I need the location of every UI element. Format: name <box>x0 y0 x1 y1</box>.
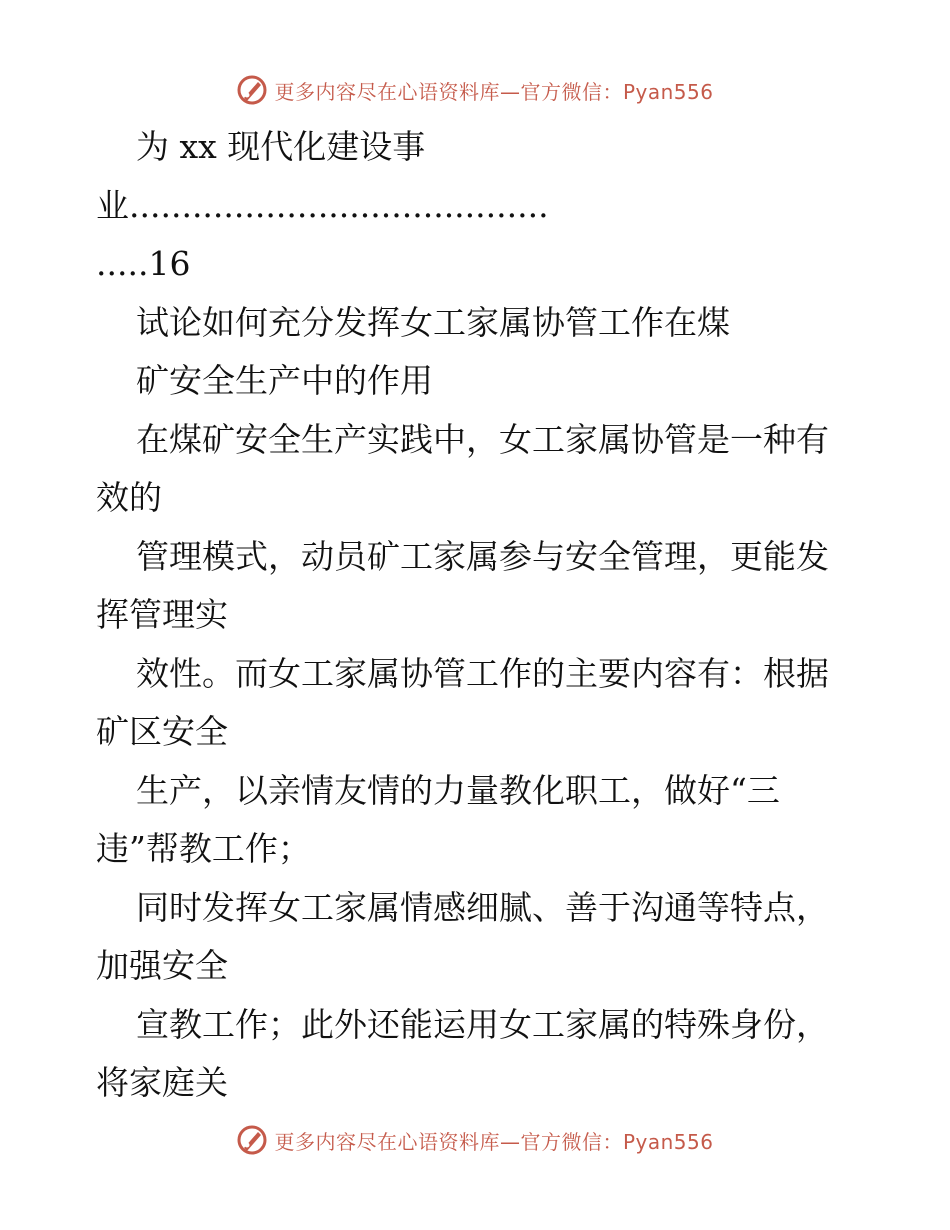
document-body <box>96 118 866 1113</box>
section-title-line: 试论如何充分发挥女工家属协管工作在煤 <box>136 302 730 342</box>
section-title-line: 矿安全生产中的作用 <box>136 361 433 400</box>
body-line: 挥管理实 <box>96 595 228 634</box>
body-line: 在煤矿安全生产实践中，女工家属协管是一种有 <box>136 419 829 459</box>
body-line: 同时发挥女工家属情感细腻、善于沟通等特点， <box>136 887 829 927</box>
toc-line: 业........................................ <box>96 185 549 225</box>
body-line: 宣教工作；此外还能运用女工家属的特殊身份， <box>136 1004 829 1044</box>
body-line: 效性。而女工家属协管工作的主要内容有：根据 <box>136 653 829 693</box>
toc-line: .....16 <box>96 244 191 283</box>
header-banner <box>0 70 950 110</box>
body-line: 效的 <box>96 478 162 517</box>
header-banner-text: 更多内容尽在心语资料库—官方微信：Pyan556 <box>274 79 714 104</box>
body-line: 为 xx 现代化建设事 <box>136 127 426 166</box>
body-line: 违”帮教工作； <box>96 829 311 868</box>
pen-logo-icon <box>236 74 268 106</box>
body-line: 加强安全 <box>96 946 228 985</box>
pen-logo-icon <box>236 1124 268 1156</box>
body-line: 管理模式，动员矿工家属参与安全管理，更能发 <box>136 536 829 576</box>
body-line: 生产，以亲情友情的力量教化职工，做好“三 <box>136 770 780 810</box>
footer-banner <box>0 1120 950 1160</box>
body-line: 将家庭关 <box>96 1063 228 1102</box>
footer-banner-text: 更多内容尽在心语资料库—官方微信：Pyan556 <box>274 1129 714 1154</box>
body-line: 矿区安全 <box>96 712 228 751</box>
